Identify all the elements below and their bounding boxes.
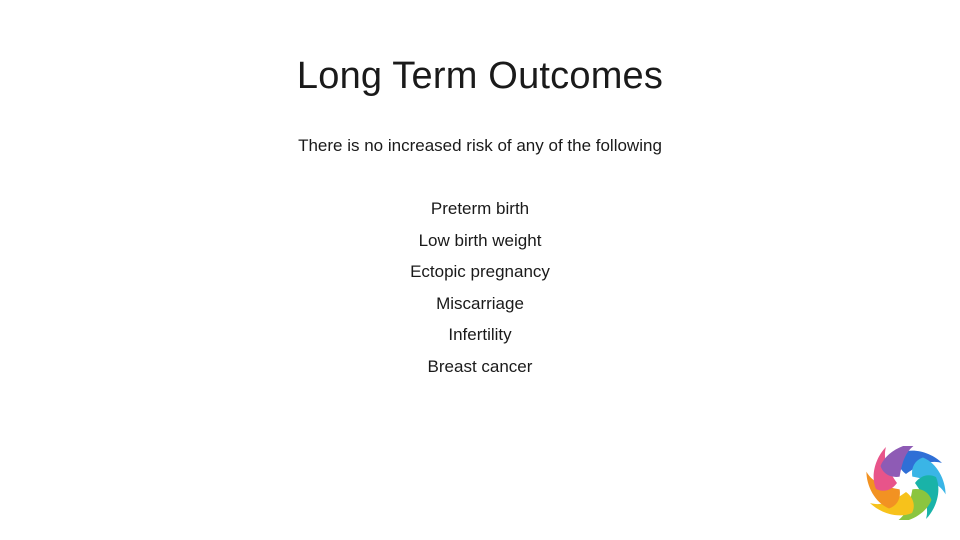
outcome-list [0, 197, 960, 387]
list-item: Miscarriage [436, 293, 524, 313]
list-item: Ectopic pregnancy [410, 262, 550, 282]
list-item: Low birth weight [418, 230, 542, 250]
list-item: Breast cancer [427, 356, 533, 376]
list-item: Preterm birth [430, 199, 530, 218]
slide-title: Long Term Outcomes [296, 55, 664, 97]
intro-text: There is no increased risk of any of the following [298, 136, 662, 155]
pinwheel-logo-icon [866, 446, 946, 520]
list-item: Infertility [448, 325, 512, 345]
